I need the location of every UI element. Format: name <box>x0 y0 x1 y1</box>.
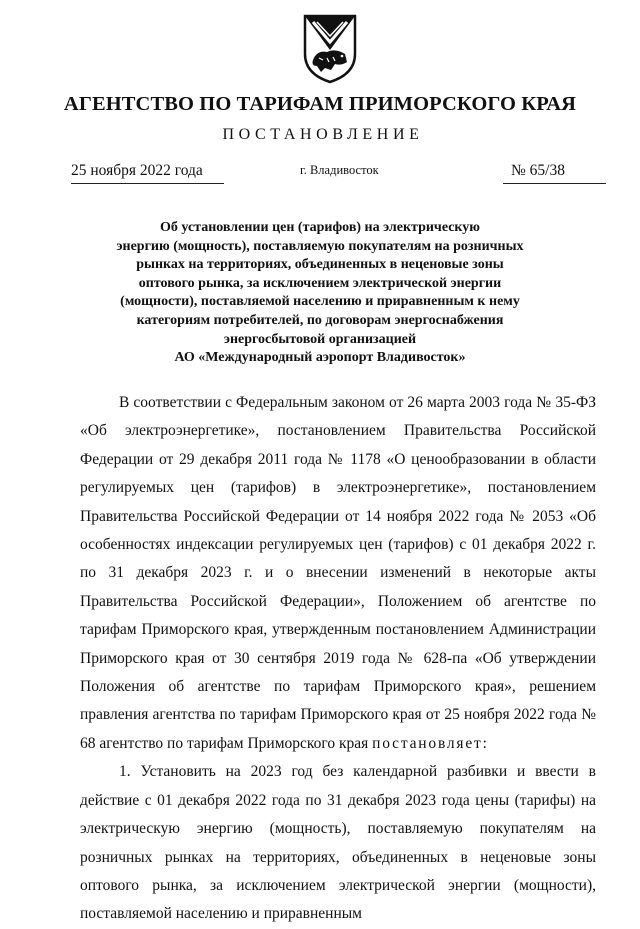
title-line: АО «Международный аэропорт Владивосток» <box>174 350 466 366</box>
paragraph-text: В соответствии с Федеральным законом от 26 марта 2003 года № 35-ФЗ «Об электроэнергетике», постановлением Правительства Российской Федерации от 29 декабря 2011 года № 1178 «О ценообразовании в области регулируемых цен (тарифов) в электроэнергетике», постановлением Правительства Российской Федерации от 14 ноября 2022 года № 2053 «Об особенностях индексации регулируемых цен (тарифов) с 01 декабря 2022 г. по 31 декабря 2023 г. и о внесении изменений в некоторые акты Правительства Российской Федерации», Положением об агентстве по тарифам Приморского края, утвержденным постановлением Администрации Приморского края от 30 сентября 2019 года № 628-па «Об утверждении Положения об агентстве по тарифам Приморского края», решением правления агентства по тарифам Приморского края от 25 ноября 2022 года № 68 агентство по тарифам Приморского края <box>80 394 596 752</box>
document-date: 25 ноября 2022 года <box>71 162 224 184</box>
resolution-word: постановляет: <box>372 734 489 752</box>
agency-name: АГЕНТСТВО ПО ТАРИФАМ ПРИМОРСКОГО КРАЯ <box>63 93 577 115</box>
title-line: энергосбытовой организацией <box>223 331 417 347</box>
title-line: (мощности), поставляемой населению и приравненным к нему <box>120 294 520 310</box>
title-line: категориям потребителей, по договорам энергоснабжения <box>136 312 504 328</box>
coat-of-arms-icon <box>301 14 359 84</box>
title-line: оптового рынка, за исключением электрической энергии <box>138 275 502 291</box>
title-line: Об установлении цен (тарифов) на электрическую <box>159 220 480 235</box>
document-body <box>80 389 596 929</box>
title-line: энергию (мощность), поставляемую покупателям на розничных <box>116 238 524 254</box>
document-number: № 65/38 <box>503 162 606 184</box>
document-type: ПОСТАНОВЛЕНИЕ <box>222 126 424 143</box>
body-paragraph: 1. Установить на 2023 год без календарной разбивки и ввести в действие с 01 декабря 2022 года по 31 декабря 2023 года цены (тарифы) на электрическую энергию (мощность), поставляемую покупателям на розничных рынках на территориях, объединенных в неценовые зоны оптового рынка, за исключением электрической энергии (мощности), поставляемой населению и приравненным <box>80 763 596 923</box>
document-place: г. Владивосток <box>300 163 379 177</box>
title-line: рынках на территориях, объединенных в неценовые зоны <box>136 257 504 273</box>
document-title <box>90 219 550 368</box>
body-paragraph <box>80 389 596 758</box>
